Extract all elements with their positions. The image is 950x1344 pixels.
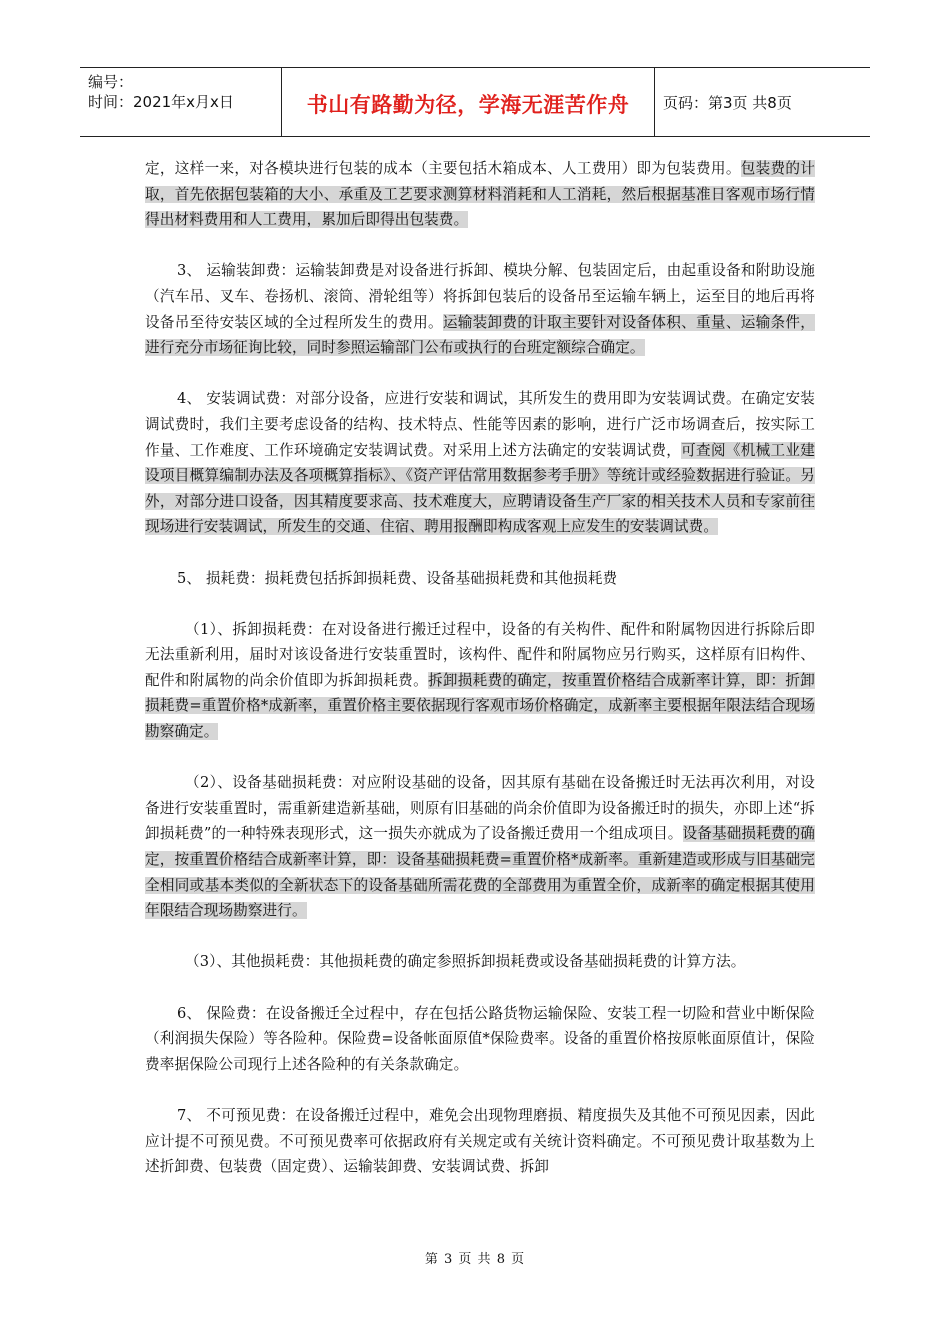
paragraph-installation-fee [145,386,815,540]
page-footer [0,1248,950,1267]
header-motto-cell [282,68,655,136]
paragraph-dismantling-loss [145,617,815,745]
highlighted-text: 运输装卸费的计取主要针对设备体积、重量、运输条件，进行充分市场征询比较，同时参照运输部门公布或执行的台班定额综合确定。 [145,313,815,357]
motto-text: 书山有路勤为径，学海无涯苦作舟 [306,93,630,117]
document-header [80,67,870,137]
footer-page-number: 第 3 页 共 8 页 [424,1252,526,1267]
paragraph-text: （2）、设备基础损耗费：对应附设基础的设备，因其原有基础在设备搬迁时无法再次利用，对设备进行安装重置时，需重新建造新基础，则原有旧基础的尚余价值即为设备搬迁时的损失，亦即上述“拆卸损耗费”的一种特殊表现形式，这一损失亦就成为了设备搬迁费用一个组成项目。 [145,774,815,843]
paragraph-text: 定，这样一来，对各模块进行包装的成本（主要包括木箱成本、人工费用）即为包装费用。 [145,160,741,177]
paragraph-other-loss [145,949,815,975]
paragraph-foundation-loss [145,770,815,924]
document-body [145,156,815,1205]
paragraph-text: 3、 运输装卸费：运输装卸费是对设备进行拆卸、模块分解、包装固定后，由起重设备和附助设施（汽车吊、叉车、卷扬机、滚筒、滑轮组等）将拆卸包装后的设备吊至运输车辆上，运至目的地后再将设备吊至待安装区域的全过程所发生的费用。 [145,262,815,331]
header-page-label: 页码：第3页 共8页 [663,93,792,112]
paragraph-text: 4、 安装调试费：对部分设备，应进行安装和调试，其所发生的费用即为安装调试费。在确定安装调试费时，我们主要考虑设备的结构、技术特点、性能等因素的影响，进行广泛市场调查后，按实际工作量、工作难度、工作环境确定安装调试费。对采用上述方法确定的安装调试费， [145,390,815,459]
header-meta [80,68,282,136]
header-page-cell [655,68,870,136]
paragraph-text: 5、 损耗费：损耗费包括拆卸损耗费、设备基础损耗费和其他损耗费 [177,569,618,587]
highlighted-text: 包装费的计取，首先依据包装箱的大小、承重及工艺要求测算材料消耗和人工消耗，然后根据基准日客观市场行情得出材料费用和人工费用，累加后即得出包装费。 [145,160,815,229]
highlighted-text: 设备基础损耗费的确定，按重置价格结合成新率计算，即：设备基础损耗费=重置价格*成新率。重新建造或形成与旧基础完全相同或基本类似的全新状态下的设备基础所需花费的全部费用为重置全价，成新率的确定根据其使用年限结合现场勘察进行。 [145,825,815,920]
paragraph-text: （1）、拆卸损耗费：在对设备进行搬迁过程中，设备的有关构件、配件和附属物因进行拆除后即无法重新利用，届时对该设备进行安装重置时，该构件、配件和附属物应另行购买，这样原有旧构件、配件和附属物的尚余价值即为拆卸损耗费。 [145,620,815,689]
document-date-label: 时间：2021年x月x日 [88,93,234,111]
paragraph-contingency-fee [145,1103,815,1180]
paragraph-loss-fee [145,566,815,592]
highlighted-text: 可查阅《机械工业建设项目概算编制办法及各项概算指标》、《资产评估常用数据参考手册》等统计或经验数据进行验证。另外，对部分进口设备，因其精度要求高、技术难度大，应聘请设备生产厂家的相关技术人员和专家前往现场进行安装调试，所发生的交通、住宿、聘用报酬即构成客观上应发生的安装调试费。 [145,441,815,536]
paragraph-text: 6、 保险费：在设备搬迁全过程中，存在包括公路货物运输保险、安装工程一切险和营业中断保险（利润损失保险）等各险种。保险费=设备帐面原值*保险费率。设备的重置价格按原帐面原值计，保险费率据保险公司现行上述各险种的有关条款确定。 [145,1004,815,1073]
paragraph-insurance-fee [145,1001,815,1078]
highlighted-text: 拆卸损耗费的确定，按重置价格结合成新率计算，即：折卸损耗费=重置价格*成新率，重置价格主要依据现行客观市场价格确定，成新率主要根据年限法结合现场勘察确定。 [145,671,815,741]
paragraph-text: 7、 不可预见费：在设备搬迁过程中，难免会出现物理磨损、精度损失及其他不可预见因素，因此应计提不可预见费。不可预见费率可依据政府有关规定或有关统计资料确定。不可预见费计取基数为上述折卸费、包装费（固定费）、运输装卸费、安装调试费、拆卸 [145,1106,815,1176]
paragraph-packaging [145,156,815,233]
paragraph-text: （3）、其他损耗费：其他损耗费的确定参照拆卸损耗费或设备基础损耗费的计算方法。 [185,953,746,971]
paragraph-transport-fee [145,258,815,360]
document-number-label: 编号： [88,73,134,91]
